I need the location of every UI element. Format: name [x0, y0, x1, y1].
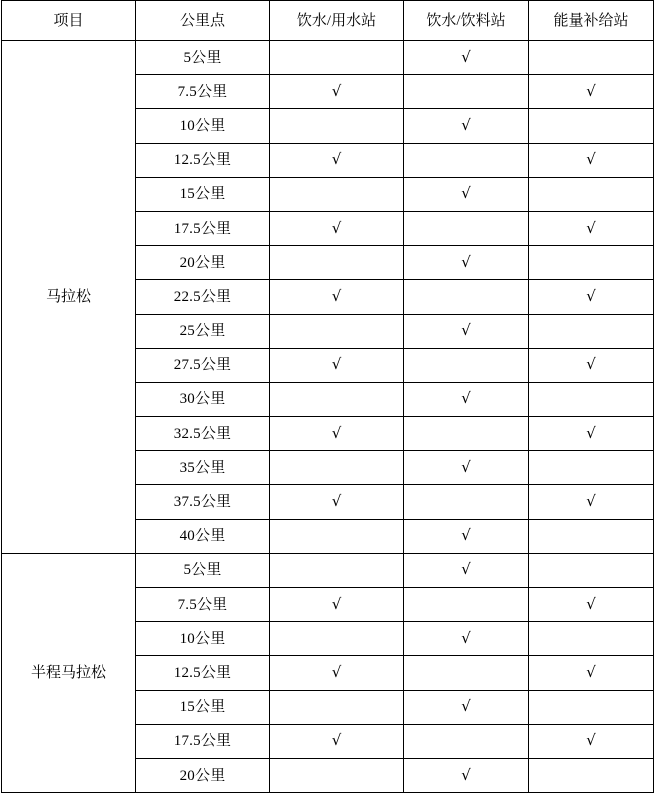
check-mark-icon: √: [331, 355, 342, 374]
energy-station-cell: [529, 622, 654, 656]
kilometer-label: 15公里: [179, 186, 226, 203]
check-mark-icon: √: [461, 560, 471, 579]
kilometer-cell: [136, 41, 270, 75]
kilometer-cell: [136, 109, 270, 143]
drink-station-cell: [404, 690, 529, 724]
kilometer-cell: [136, 485, 270, 519]
energy-station-cell: [529, 588, 654, 622]
water-station-cell: [270, 143, 404, 177]
energy-station-cell: [529, 382, 654, 416]
water-station-cell: [270, 246, 404, 280]
kilometer-label: 25公里: [179, 323, 226, 340]
water-station-cell: [270, 451, 404, 485]
water-station-cell: [270, 519, 404, 553]
water-station-cell: [270, 280, 404, 314]
check-mark-icon: √: [331, 731, 342, 750]
kilometer-cell: [136, 519, 270, 553]
kilometer-cell: [136, 622, 270, 656]
energy-station-cell: [529, 519, 654, 553]
kilometer-label: 20公里: [179, 254, 226, 271]
drink-station-cell: [404, 314, 529, 348]
drink-station-cell: [404, 485, 529, 519]
check-mark-icon: √: [331, 662, 342, 681]
energy-station-cell: [529, 41, 654, 75]
check-mark-icon: √: [331, 150, 342, 169]
kilometer-label: 37.5公里: [173, 494, 232, 511]
kilometer-cell: [136, 690, 270, 724]
kilometer-cell: [136, 211, 270, 245]
check-mark-icon: √: [586, 150, 596, 169]
table-header-row: [2, 1, 654, 41]
water-station-cell: [270, 177, 404, 211]
table-row: [2, 41, 654, 75]
column-header-drink-station: 饮水/饮料站: [404, 1, 529, 41]
check-mark-icon: √: [586, 286, 596, 305]
water-station-cell: [270, 314, 404, 348]
water-station-cell: [270, 588, 404, 622]
check-mark-icon: √: [586, 81, 596, 100]
kilometer-label: 12.5公里: [173, 152, 232, 169]
drink-station-cell: [404, 177, 529, 211]
kilometer-cell: [136, 451, 270, 485]
check-mark-icon: √: [461, 628, 471, 647]
kilometer-cell: [136, 246, 270, 280]
check-mark-icon: √: [331, 286, 342, 305]
check-mark-icon: √: [461, 765, 471, 784]
water-station-cell: [270, 382, 404, 416]
check-mark-icon: √: [586, 218, 596, 237]
water-station-cell: [270, 622, 404, 656]
check-mark-icon: √: [331, 594, 342, 613]
kilometer-label: 35公里: [179, 459, 226, 476]
check-mark-icon: √: [461, 697, 471, 716]
table-header: [2, 1, 654, 41]
check-mark-icon: √: [461, 115, 471, 134]
drink-station-cell: [404, 143, 529, 177]
energy-station-cell: [529, 75, 654, 109]
energy-station-cell: [529, 246, 654, 280]
table-row: [2, 553, 654, 587]
check-mark-icon: √: [461, 252, 471, 271]
water-station-cell: [270, 724, 404, 758]
check-mark-icon: √: [586, 492, 596, 511]
aid-station-table: [1, 0, 654, 793]
drink-station-cell: [404, 588, 529, 622]
table-body: [2, 41, 654, 793]
check-mark-icon: √: [586, 594, 596, 613]
kilometer-label: 27.5公里: [173, 357, 232, 374]
kilometer-cell: [136, 314, 270, 348]
drink-station-cell: [404, 724, 529, 758]
energy-station-cell: [529, 143, 654, 177]
kilometer-cell: [136, 280, 270, 314]
check-mark-icon: √: [331, 218, 342, 237]
kilometer-label: 30公里: [179, 391, 226, 408]
drink-station-cell: [404, 417, 529, 451]
check-mark-icon: √: [461, 526, 471, 545]
water-station-cell: [270, 656, 404, 690]
drink-station-cell: [404, 280, 529, 314]
energy-station-cell: [529, 724, 654, 758]
kilometer-label: 10公里: [179, 117, 226, 134]
kilometer-label: 7.5公里: [177, 83, 228, 100]
energy-station-cell: [529, 451, 654, 485]
kilometer-cell: [136, 417, 270, 451]
kilometer-cell: [136, 724, 270, 758]
energy-station-cell: [529, 314, 654, 348]
kilometer-cell: [136, 553, 270, 587]
water-station-cell: [270, 211, 404, 245]
check-mark-icon: √: [331, 423, 342, 442]
energy-station-cell: [529, 417, 654, 451]
water-station-cell: [270, 109, 404, 143]
drink-station-cell: [404, 109, 529, 143]
kilometer-label: 22.5公里: [173, 288, 232, 305]
water-station-cell: [270, 485, 404, 519]
energy-station-cell: [529, 553, 654, 587]
kilometer-cell: [136, 348, 270, 382]
event-name-cell: 马拉松: [2, 41, 136, 554]
kilometer-cell: [136, 75, 270, 109]
check-mark-icon: √: [331, 81, 342, 100]
drink-station-cell: [404, 519, 529, 553]
kilometer-cell: [136, 177, 270, 211]
check-mark-icon: √: [586, 423, 596, 442]
energy-station-cell: [529, 656, 654, 690]
drink-station-cell: [404, 41, 529, 75]
kilometer-label: 17.5公里: [173, 220, 232, 237]
energy-station-cell: [529, 211, 654, 245]
water-station-cell: [270, 758, 404, 792]
drink-station-cell: [404, 758, 529, 792]
kilometer-cell: [136, 656, 270, 690]
check-mark-icon: √: [586, 355, 596, 374]
water-station-cell: [270, 417, 404, 451]
check-mark-icon: √: [461, 184, 471, 203]
drink-station-cell: [404, 211, 529, 245]
drink-station-cell: [404, 553, 529, 587]
energy-station-cell: [529, 280, 654, 314]
check-mark-icon: √: [331, 492, 342, 511]
kilometer-label: 12.5公里: [173, 664, 232, 681]
check-mark-icon: √: [586, 731, 596, 750]
kilometer-cell: [136, 143, 270, 177]
water-station-cell: [270, 553, 404, 587]
drink-station-cell: [404, 382, 529, 416]
column-header-kilometer: 公里点: [136, 1, 270, 41]
water-station-cell: [270, 75, 404, 109]
water-station-cell: [270, 348, 404, 382]
check-mark-icon: √: [461, 321, 471, 340]
kilometer-label: 17.5公里: [173, 733, 232, 750]
kilometer-label: 40公里: [179, 528, 226, 545]
kilometer-label: 15公里: [179, 699, 226, 716]
check-mark-icon: √: [461, 457, 471, 476]
water-station-cell: [270, 690, 404, 724]
drink-station-cell: [404, 246, 529, 280]
column-header-energy-station: 能量补给站: [529, 1, 654, 41]
kilometer-cell: [136, 382, 270, 416]
drink-station-cell: [404, 622, 529, 656]
kilometer-label: 32.5公里: [173, 425, 232, 442]
drink-station-cell: [404, 348, 529, 382]
kilometer-label: 20公里: [179, 767, 226, 784]
check-mark-icon: √: [461, 389, 471, 408]
energy-station-cell: [529, 485, 654, 519]
kilometer-label: 7.5公里: [177, 596, 228, 613]
check-mark-icon: √: [461, 47, 471, 66]
energy-station-cell: [529, 758, 654, 792]
drink-station-cell: [404, 75, 529, 109]
kilometer-cell: [136, 758, 270, 792]
drink-station-cell: [404, 451, 529, 485]
kilometer-label: 10公里: [179, 630, 226, 647]
station-table-container: [1, 0, 653, 793]
column-header-water-station: 饮水/用水站: [270, 1, 404, 41]
energy-station-cell: [529, 177, 654, 211]
event-name-cell: 半程马拉松: [2, 553, 136, 792]
drink-station-cell: [404, 656, 529, 690]
column-header-event: 项目: [2, 1, 136, 41]
kilometer-label: 5公里: [183, 49, 222, 66]
energy-station-cell: [529, 690, 654, 724]
water-station-cell: [270, 41, 404, 75]
energy-station-cell: [529, 109, 654, 143]
kilometer-label: 5公里: [183, 562, 222, 579]
energy-station-cell: [529, 348, 654, 382]
check-mark-icon: √: [586, 662, 596, 681]
kilometer-cell: [136, 588, 270, 622]
